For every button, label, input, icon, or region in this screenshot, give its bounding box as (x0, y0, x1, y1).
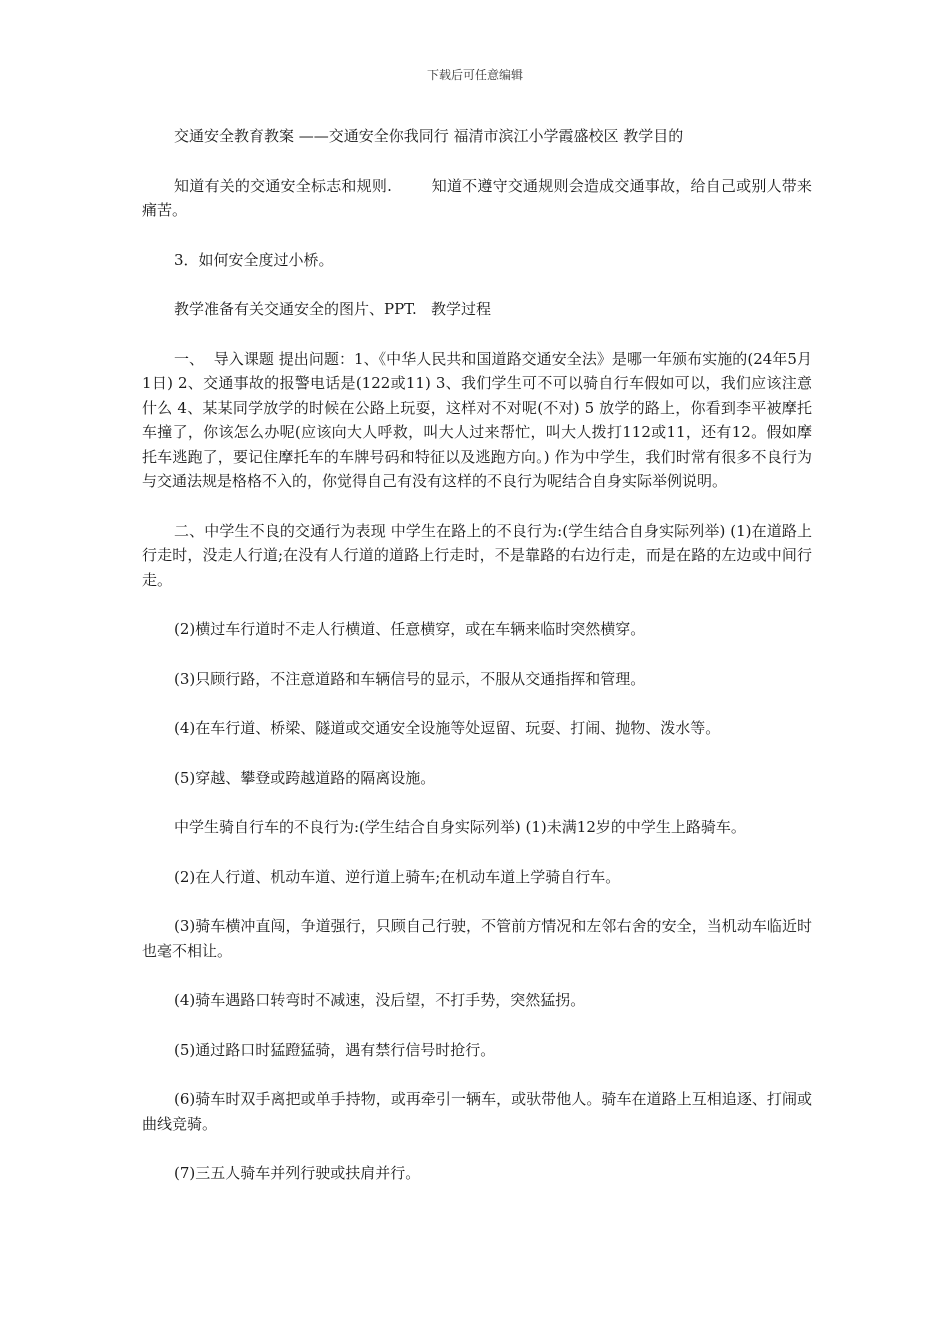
section-one-intro: 一、 导入课题 提出问题：1、《中华人民共和国道路交通安全法》是哪一年颁布实施的(24年5月1日) 2、交通事故的报警电话是(122或11) 3、我们学生可不可以骑自行车假如可以，我们应该注意什么 4、某某同学放学的时候在公路上玩耍，这样对不对呢(不对) 5 放学的路上，你看到李平被摩托车撞了，你该怎么办呢(应该向大人呼救，叫大人过来帮忙，叫大人拨打112或11，还有12。假如摩托车逃跑了，要记住摩托车的车牌号码和特征以及逃跑方向。) 作为中学生，我们时常有很多不良行为与交通法规是格格不入的，你觉得自己有没有这样的不良行为呢结合自身实际举例说明。 (142, 349, 812, 490)
objectives-paragraph: 知道有关的交通安全标志和规则. 知道不遵守交通规则会造成交通事故，给自己或别人带来痛苦。 (142, 176, 812, 219)
objective-item-3: 3．如何安全度过小桥。 (174, 250, 334, 269)
preparation-paragraph: 教学准备有关交通安全的图片、PPT. 教学过程 (174, 300, 492, 318)
cycling-behavior-4: (4)骑车遇路口转弯时不减速，没后望，不打手势，突然猛拐。 (174, 991, 586, 1009)
cycling-behavior-7: (7)三五人骑车并列行驶或扶肩并行。 (174, 1164, 421, 1182)
section-two-heading: 二、中学生不良的交通行为表现 中学生在路上的不良行为:(学生结合自身实际列举) (1)在道路上行走时，没走人行道;在没有人行道的道路上行走时，不是靠路的右边行走，而是在路的左边或中间行走。 (142, 521, 812, 589)
cycling-behavior-5: (5)通过路口时猛蹬猛骑，遇有禁行信号时抢行。 (174, 1040, 496, 1059)
walking-behavior-5: (5)穿越、攀登或跨越道路的隔离设施。 (174, 768, 436, 787)
doc-title-line: 交通安全教育教案 ——交通安全你我同行 福清市滨江小学霞盛校区 教学目的 (174, 127, 684, 145)
document-body (142, 124, 812, 1211)
walking-behavior-2: (2)横过车行道时不走人行横道、任意横穿，或在车辆来临时突然横穿。 (174, 620, 646, 638)
cycling-behavior-3: (3)骑车横冲直闯，争道强行，只顾自己行驶，不管前方情况和左邻右舍的安全，当机动车临近时也毫不相让。 (142, 917, 812, 960)
page-header: 下载后可任意编辑 (426, 68, 523, 82)
cycling-behavior-6: (6)骑车时双手离把或单手持物，或再牵引一辆车，或驮带他人。骑车在道路上互相追逐、打闹或曲线竞骑。 (142, 1090, 812, 1133)
walking-behavior-3: (3)只顾行路，不注意道路和车辆信号的显示，不服从交通指挥和管理。 (174, 669, 646, 688)
walking-behavior-4: (4)在车行道、桥梁、隧道或交通安全设施等处逗留、玩耍、打闹、抛物、泼水等。 (174, 719, 721, 737)
cycling-behavior-2: (2)在人行道、机动车道、逆行道上骑车;在机动车道上学骑自行车。 (174, 867, 621, 886)
cycling-behavior-heading: 中学生骑自行车的不良行为:(学生结合自身实际列举) (1)未满12岁的中学生上路骑车。 (174, 818, 746, 836)
